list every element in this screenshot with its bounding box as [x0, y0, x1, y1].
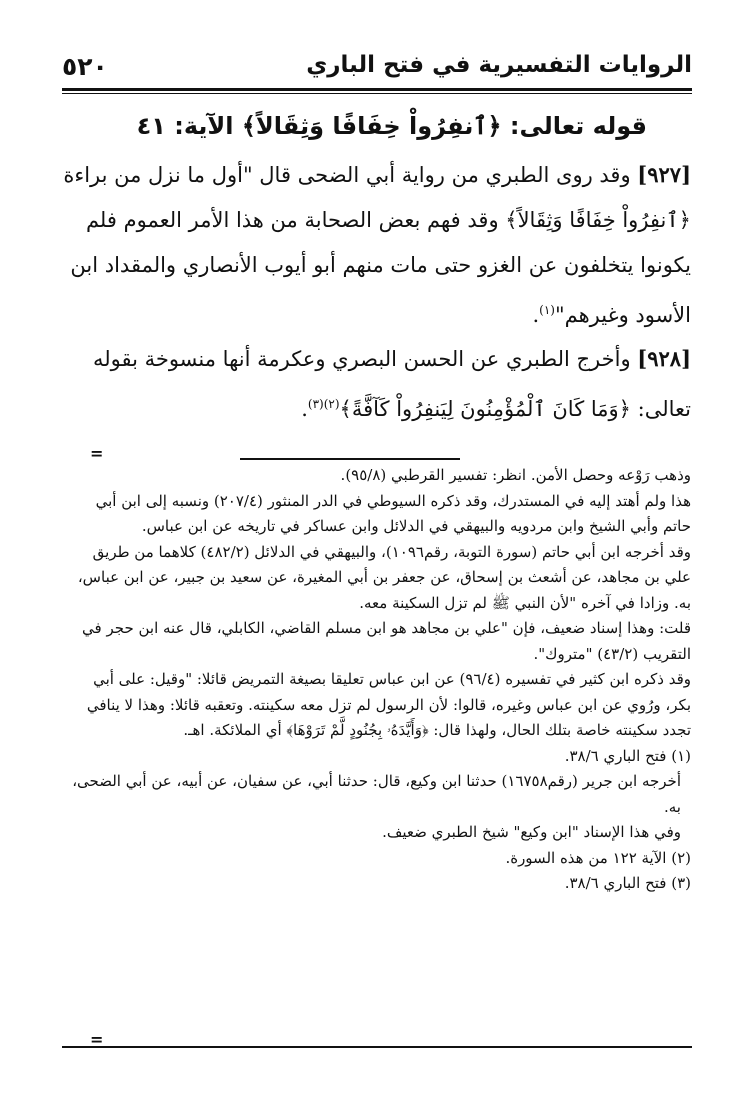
footnote-continuation-mark-top: = — [90, 444, 104, 463]
footer-rule — [62, 1046, 692, 1048]
paragraph-text: وأخرج الطبري عن الحسن البصري وعكرمة أنها منسوخة بقوله تعالى: ﴿وَمَا كَانَ ٱلْمُؤْمِنُونَ لِيَنفِرُواْ كَآفَّةً﴾ — [92, 347, 691, 421]
paragraph-number: [٩٢٨] — [637, 346, 691, 371]
header-rule-thin — [62, 93, 692, 94]
footnote-continuation-mark-bottom: = — [90, 1030, 104, 1049]
footnote-line: قلت: وهذا إسناد ضعيف، فإن "علي بن مجاهد هو ابن مسلم القاضي، الكابلي، قال عنه ابن حجر في التقريب (٤٣/٢) "متروك". — [82, 619, 691, 663]
paragraph-927 — [51, 152, 691, 338]
footnote-1: (١) فتح الباري ٣٨/٦. — [564, 746, 691, 765]
footnote-separator — [240, 458, 460, 460]
book-title: الروايات التفسيرية في فتح الباري — [306, 52, 692, 78]
footnote-ref: (١) — [539, 303, 555, 317]
page-number: ٥٢٠ — [62, 52, 108, 81]
footnote-2: (٢) الآية ١٢٢ من هذه السورة. — [505, 848, 691, 867]
paragraph-928 — [51, 336, 691, 432]
verse-heading: قوله تعالى: ﴿ٱنفِرُواْ خِفَافًا وَثِقَالاً﴾ الآية: ٤١ — [136, 112, 647, 140]
footnote-3: (٣) فتح الباري ٣٨/٦. — [564, 874, 691, 892]
header-rule-thick — [62, 88, 692, 91]
paragraph-text: وقد روى الطبري من رواية أبي الضحى قال "أول ما نزل من براءة ﴿ٱنفِرُواْ خِفَافًا وَثِقَالاً﴾ وقد فهم بعض الصحابة من هذا الأمر العموم فلم يكونوا يتخلفون عن الغزو حتى مات منهم أبو أيوب الأنصاري والمقداد ابن الأسود وغيرهم" — [63, 163, 691, 327]
page-header — [62, 52, 692, 88]
footnotes — [66, 463, 691, 897]
paragraph-end: . — [301, 397, 308, 421]
footnote-ref: (٢)(٣) — [307, 397, 340, 411]
footnote-line: هذا ولم أهتد إليه في المستدرك، وقد ذكره السيوطي في الدر المنثور (٢٠٧/٤) ونسبه إلى ابن أبي حاتم وأبي الشيخ وابن مردويه والبيهقي في الدلائل وابن عساكر في تاريخه عن ابن عباس. — [95, 491, 691, 535]
paragraph-number: [٩٢٧] — [637, 162, 691, 187]
footnote-line: وقد ذكره ابن كثير في تفسيره (٩٦/٤) عن ابن عباس تعليقا بصيغة التمريض قائلا: "وقيل: على أبي بكر، ورُوي عن ابن عباس وغيره، قالوا: لأن الرسول لم تزل معه سكينته. وتعقبه قائلا: وهذا لا ينافي تجدد سكينته خاصة بتلك الحال، ولهذا قال: ﴿وَأَيَّدَهُۥ بِجُنُودٍ لَّمْ تَرَوْهَا﴾ أي الملائكة. اهـ. — [86, 670, 691, 739]
paragraph-end: . — [532, 303, 540, 327]
footnote-line: وقد أخرجه ابن أبي حاتم (سورة التوبة، رقم١٠٩٦)، والبيهقي في الدلائل (٤٨٢/٢) كلاهما من طريق علي بن مجاهد، عن أشعث بن إسحاق، عن جعفر بن أبي المغيرة، عن سعيد بن جبير، عن ابن عباس، به. وزادا في آخره "لأن النبي ﷺ لم تزل السكينة معه. — [77, 542, 691, 612]
footnote-line: وفي هذا الإسناد "ابن وكيع" شيخ الطبري ضعيف. — [382, 823, 681, 841]
footnote-line: وذهب رَوْعه وحصل الأمن. انظر: تفسير القرطبي (٩٥/٨). — [340, 466, 691, 484]
footnote-line: أخرجه ابن جرير (رقم١٦٧٥٨) حدثنا ابن وكيع، قال: حدثنا أبي، عن سفيان، عن أبيه، عن أبي الضحى، به. — [72, 772, 681, 816]
